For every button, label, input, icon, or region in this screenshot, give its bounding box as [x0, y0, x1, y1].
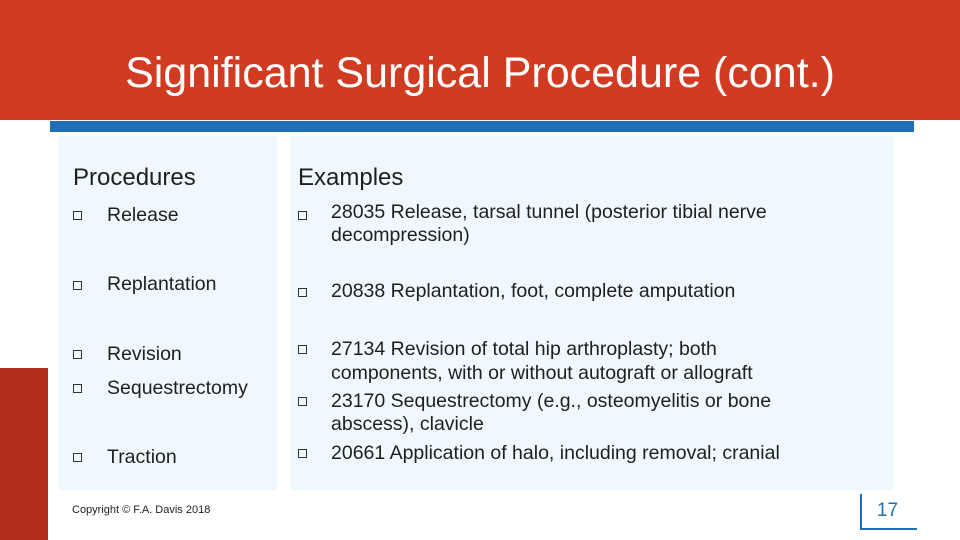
side-accent-block: [0, 368, 48, 540]
procedure-item-traction: Traction: [107, 446, 177, 468]
page-number: 17: [876, 500, 899, 521]
procedure-item-release: Release: [107, 204, 179, 226]
examples-heading: Examples: [298, 164, 404, 191]
example-item-sequestrectomy-line2: abscess), clavicle: [331, 413, 484, 435]
bullet-icon: [298, 211, 307, 220]
example-item-replantation-line1: 20838 Replantation, foot, complete amputation: [331, 280, 736, 302]
bullet-icon: [298, 449, 307, 458]
procedure-item-revision: Revision: [107, 343, 182, 365]
bullet-icon: [73, 281, 82, 290]
bullet-icon: [298, 397, 307, 406]
title-underline: [50, 121, 914, 132]
bullet-icon: [73, 350, 82, 359]
bullet-icon: [73, 211, 82, 220]
procedures-heading: Procedures: [73, 164, 196, 191]
bullet-icon: [73, 384, 82, 393]
bullet-icon: [298, 288, 307, 297]
example-item-revision-line2: components, with or without autograft or allograft: [331, 362, 753, 384]
copyright-footer: Copyright © F.A. Davis 2018: [72, 504, 211, 516]
example-item-sequestrectomy-line1: 23170 Sequestrectomy (e.g., osteomyelitis or bone: [331, 390, 772, 412]
example-item-revision-line1: 27134 Revision of total hip arthroplasty; both: [331, 338, 717, 360]
slide-title: Significant Surgical Procedure (cont.): [125, 49, 835, 97]
example-item-traction-line1: 20661 Application of halo, including removal; cranial: [331, 442, 780, 464]
bullet-icon: [298, 345, 307, 354]
procedure-item-sequestrectomy: Sequestrectomy: [107, 377, 248, 399]
example-item-release-line2: decompression): [331, 224, 470, 246]
example-item-release-line1: 28035 Release, tarsal tunnel (posterior tibial nerve: [331, 201, 767, 223]
bullet-icon: [73, 453, 82, 462]
procedure-item-replantation: Replantation: [107, 273, 217, 295]
